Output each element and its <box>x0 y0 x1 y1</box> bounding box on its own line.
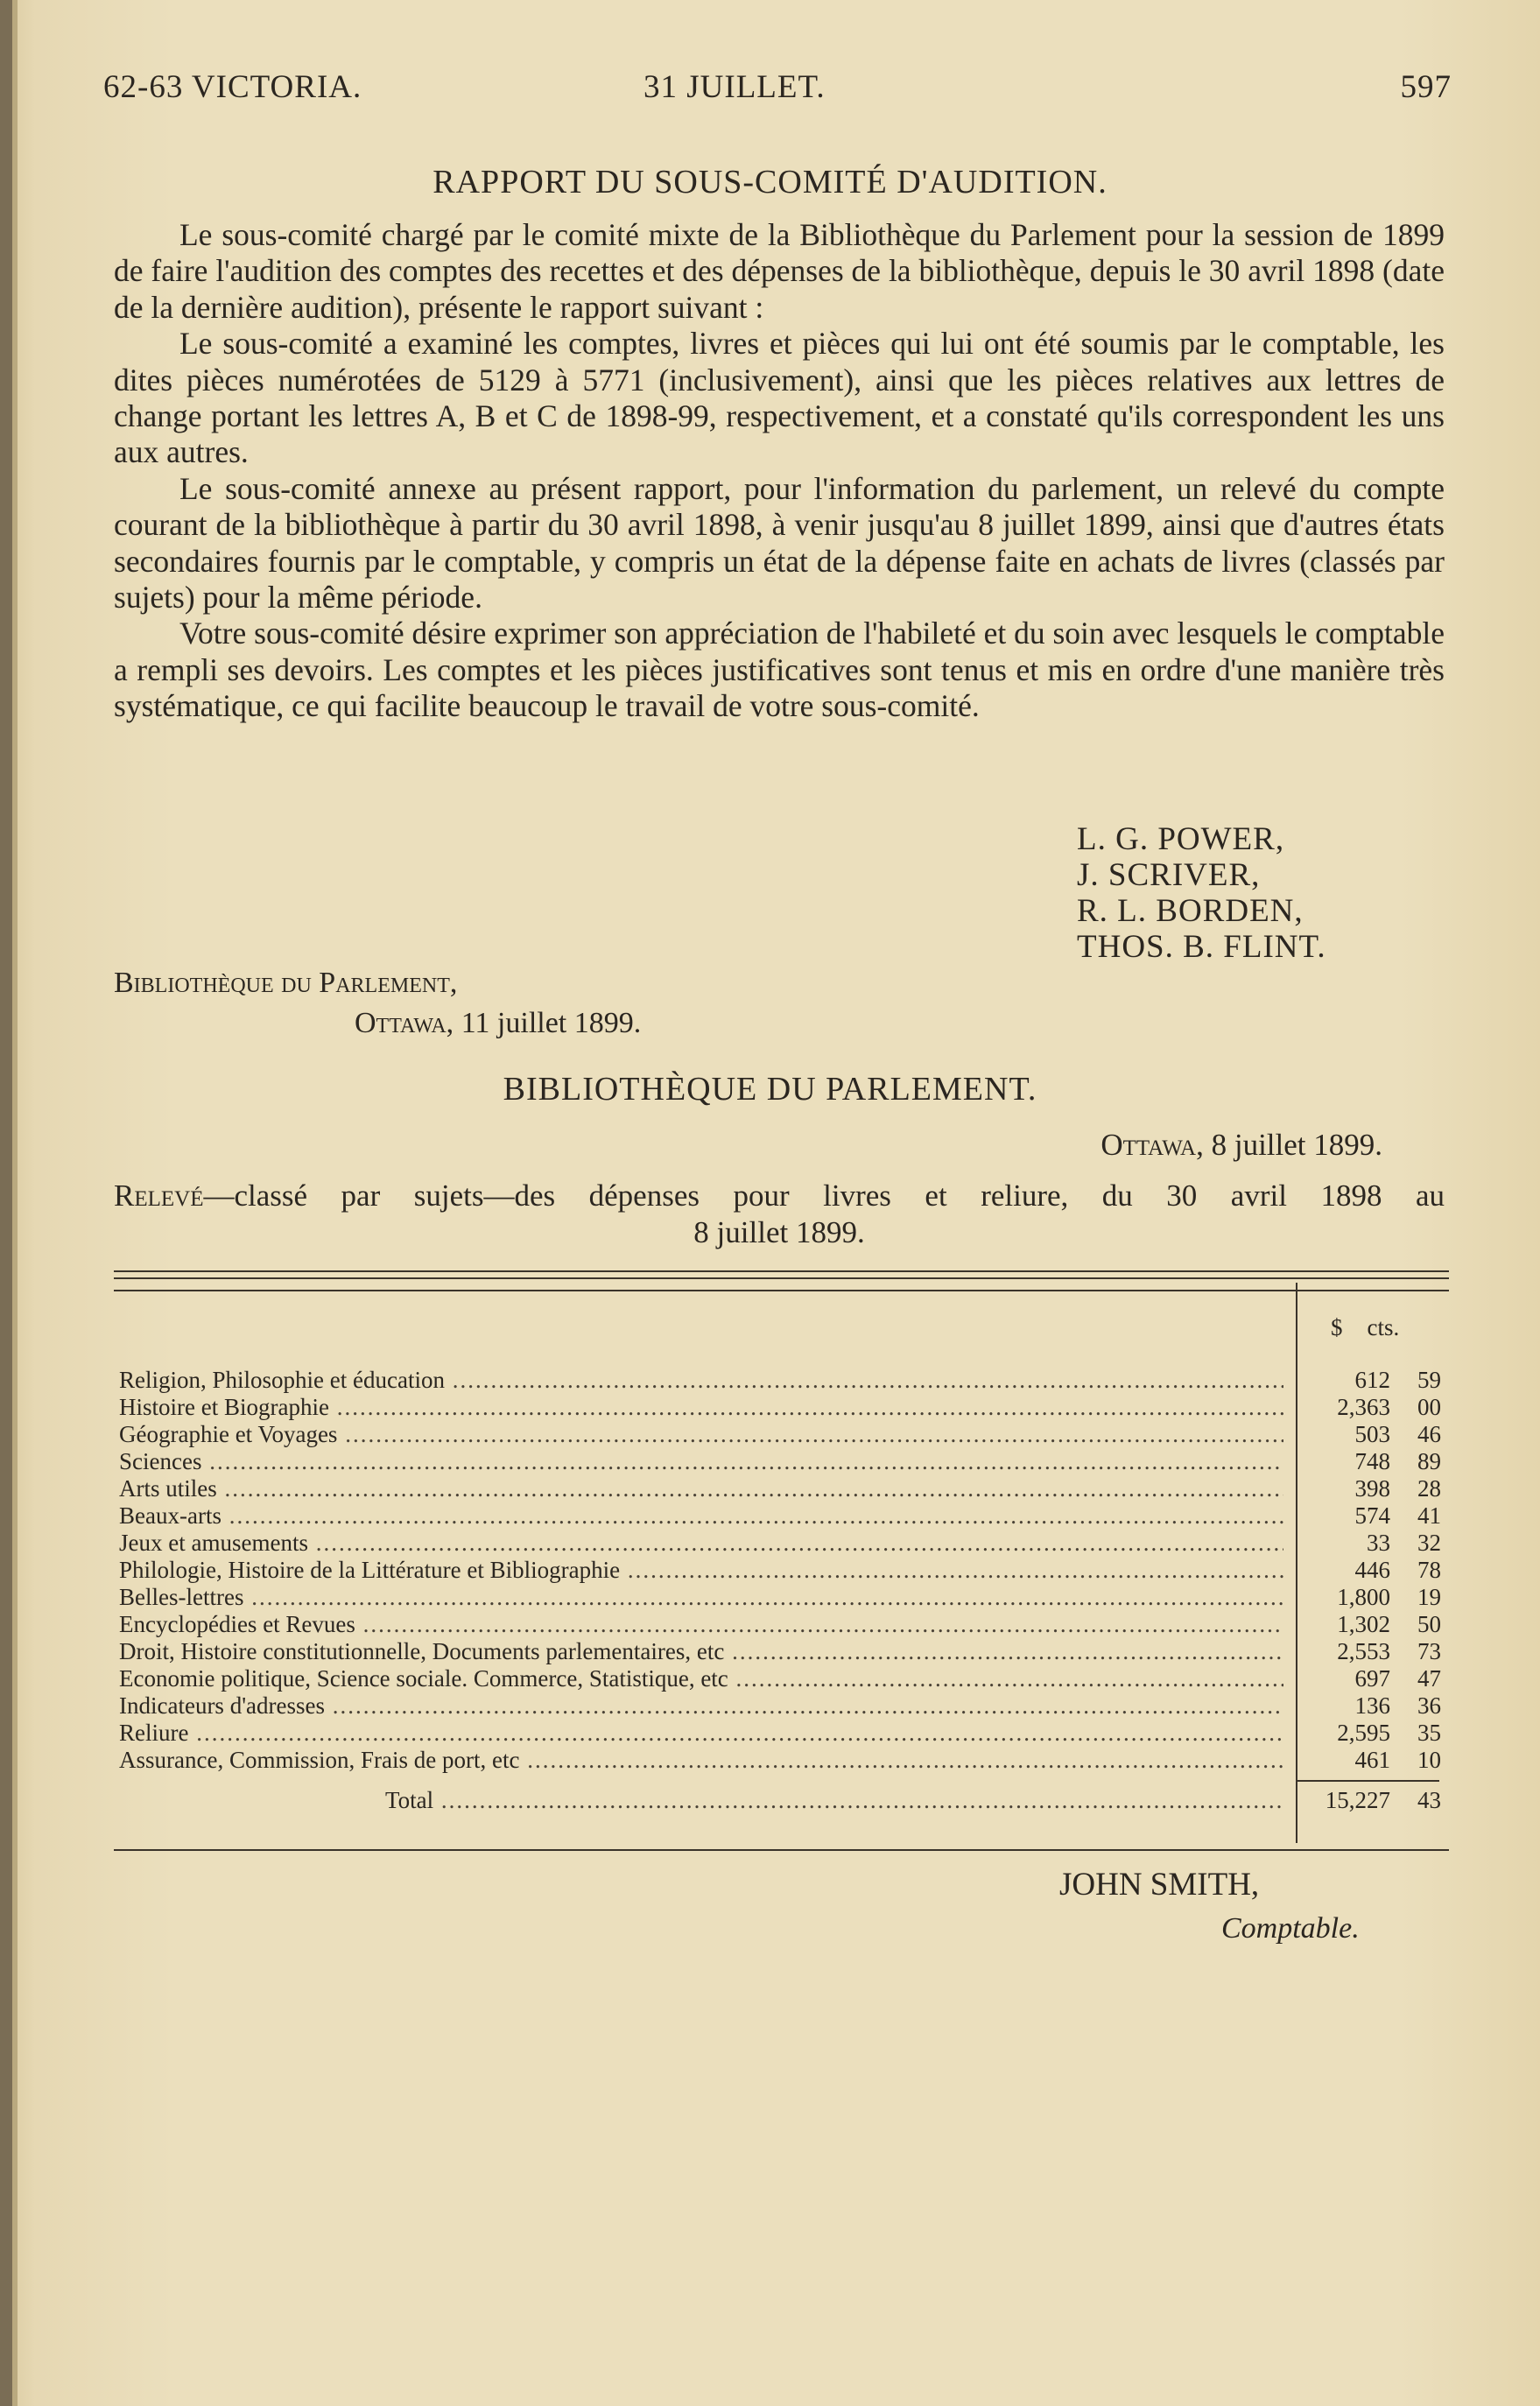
row-cents: 46 <box>1417 1421 1441 1447</box>
row-dollars: 748 <box>1354 1448 1390 1474</box>
row-cents: 00 <box>1417 1394 1441 1420</box>
section-title: BIBLIOTHÈQUE DU PARLEMENT. <box>503 1071 1037 1108</box>
accountant-signature <box>1059 1863 1360 1951</box>
place-line: Bibliothèque du Parlement, <box>114 967 458 999</box>
row-dollars: 1,302 <box>1337 1611 1390 1637</box>
table-row <box>119 1502 1450 1530</box>
table-row <box>119 1584 1450 1611</box>
date: 11 juillet 1899. <box>461 1007 642 1039</box>
page-number: 597 <box>1400 69 1452 105</box>
signatory: THOS. B. FLINT. <box>1077 929 1326 965</box>
table-top-rule-2 <box>114 1277 1449 1279</box>
signatory: J. SCRIVER, <box>1077 857 1261 893</box>
page-header <box>103 68 1452 107</box>
row-label: Belles-lettres ..... <box>119 1584 1283 1611</box>
total-dollars: 15,227 <box>1325 1787 1390 1813</box>
table-row <box>119 1638 1450 1665</box>
currency-header <box>1331 1314 1399 1341</box>
table-row <box>119 1367 1450 1394</box>
row-label: Indicateurs d'adresses ..... <box>119 1692 1283 1720</box>
row-cents: 36 <box>1417 1692 1441 1719</box>
row-label: Religion, Philosophie et éducation ..... <box>119 1367 1283 1394</box>
row-label: Economie politique, Science sociale. Commerce, Statistique, etc ..... <box>119 1665 1283 1692</box>
expense-table <box>114 1283 1449 1852</box>
row-dollars: 503 <box>1354 1421 1390 1447</box>
total-label: Total ..... <box>385 1787 1283 1814</box>
row-label: Reliure ..... <box>119 1720 1283 1747</box>
row-cents: 32 <box>1417 1530 1441 1556</box>
row-dollars: 574 <box>1354 1502 1390 1529</box>
row-label: Histoire et Biographie ..... <box>119 1394 1283 1421</box>
row-cents: 35 <box>1417 1720 1441 1746</box>
row-cents: 10 <box>1417 1747 1441 1773</box>
table-row <box>119 1394 1450 1421</box>
table-top-rule <box>114 1270 1449 1272</box>
statement-caption <box>114 1178 1445 1251</box>
statement-text: —classé par sujets—des dépenses pour livres et reliure, du 30 avril 1898 au <box>203 1178 1445 1213</box>
city: Ottawa, <box>1101 1128 1204 1162</box>
row-label: Jeux et amusements ..... <box>119 1530 1283 1557</box>
report-body <box>114 217 1445 725</box>
paragraph: Le sous-comité a examiné les comptes, livres et pièces qui lui ont été soumis par le comptable, les dites pièces numérotées de 5129 à 5771 (inclusivement), ainsi que les pièces relatives aux lettres de change portant les lettres A, B et C de 1898-99, respectivement, et a constaté qu'ils correspondent les uns aux autres. <box>114 326 1445 470</box>
city: Ottawa, <box>355 1007 454 1039</box>
table-row <box>119 1557 1450 1584</box>
table-row <box>119 1665 1450 1692</box>
row-dollars: 2,363 <box>1337 1394 1390 1420</box>
row-dollars: 398 <box>1354 1475 1390 1502</box>
row-cents: 50 <box>1417 1611 1441 1637</box>
statement-line-2: 8 juillet 1899. <box>693 1215 865 1249</box>
report-title: RAPPORT DU SOUS-COMITÉ D'AUDITION. <box>432 164 1108 200</box>
row-label: Sciences ..... <box>119 1448 1283 1475</box>
total-rule <box>1297 1780 1439 1782</box>
row-cents: 19 <box>1417 1584 1441 1610</box>
date: 8 juillet 1899. <box>1211 1128 1382 1162</box>
table-row <box>119 1530 1450 1557</box>
row-dollars: 136 <box>1354 1692 1390 1719</box>
row-dollars: 2,553 <box>1337 1638 1390 1664</box>
table-bottom-rule <box>114 1849 1449 1851</box>
row-cents: 41 <box>1417 1502 1441 1529</box>
row-label: Géographie et Voyages ..... <box>119 1421 1283 1448</box>
row-cents: 47 <box>1417 1665 1441 1692</box>
table-row <box>119 1720 1450 1747</box>
city-date-line <box>114 1003 641 1044</box>
row-cents: 73 <box>1417 1638 1441 1664</box>
book-gutter <box>0 0 12 2406</box>
table-row <box>119 1448 1450 1475</box>
total-cents: 43 <box>1417 1787 1441 1813</box>
cents-header: cts. <box>1367 1314 1400 1340</box>
table-row <box>119 1475 1450 1502</box>
signer-name: JOHN SMITH, <box>1059 1867 1260 1903</box>
total-row <box>385 1787 1450 1814</box>
row-dollars: 33 <box>1367 1530 1390 1556</box>
paragraph: Votre sous-comité désire exprimer son appréciation de l'habileté et du soin avec lesquels le comptable a rempli ses devoirs. Les comptes et les pièces justificatives sont tenus et mis en ordre d'une manière très systématique, ce qui facilite beaucoup le travail de votre sous-comité. <box>114 616 1445 724</box>
row-dollars: 446 <box>1354 1557 1390 1583</box>
row-label: Philologie, Histoire de la Littérature et Bibliographie ..... <box>119 1557 1283 1584</box>
row-cents: 78 <box>1417 1557 1441 1583</box>
row-cents: 89 <box>1417 1448 1441 1474</box>
section-date <box>1101 1128 1382 1163</box>
row-cents: 59 <box>1417 1367 1441 1393</box>
row-label: Droit, Histoire constitutionnelle, Documents parlementaires, etc ..... <box>119 1638 1283 1665</box>
statement-lead: Relevé <box>114 1178 204 1213</box>
row-label: Arts utiles ..... <box>119 1475 1283 1502</box>
statement-line-1 <box>114 1178 1445 1214</box>
row-label: Encyclopédies et Revues ..... <box>119 1611 1283 1638</box>
row-dollars: 461 <box>1354 1747 1390 1773</box>
signatory: R. L. BORDEN, <box>1077 893 1304 929</box>
row-cents: 28 <box>1417 1475 1441 1502</box>
table-row <box>119 1421 1450 1448</box>
book-gutter-edge <box>12 0 18 2406</box>
header-left: 62-63 VICTORIA. <box>103 69 362 105</box>
paragraph: Le sous-comité chargé par le comité mixte de la Bibliothèque du Parlement pour la session de 1899 de faire l'audition des comptes des recettes et des dépenses de la bibliothèque, depuis le 30 avril 1898 (date de la dernière audition), présente le rapport suivant : <box>114 217 1445 325</box>
paragraph: Le sous-comité annexe au présent rapport, pour l'information du parlement, un relevé du compte courant de la bibliothèque à partir du 30 avril 1898, à venir jusqu'au 8 juillet 1899, ainsi que d'autres états secondaires fournis par le comptable, y compris un état de la dépense faite en achats de livres (classés par sujets) pour la même période. <box>114 470 1445 616</box>
table-row <box>119 1611 1450 1638</box>
row-label: Beaux-arts ..... <box>119 1502 1283 1530</box>
signatories <box>1077 821 1326 965</box>
table-row <box>119 1692 1450 1720</box>
row-label: Assurance, Commission, Frais de port, etc ..... <box>119 1747 1283 1774</box>
row-dollars: 697 <box>1354 1665 1390 1692</box>
signer-role: Comptable. <box>1221 1912 1360 1945</box>
row-dollars: 2,595 <box>1337 1720 1390 1746</box>
table-row <box>119 1747 1450 1774</box>
row-dollars: 612 <box>1354 1367 1390 1393</box>
row-dollars: 1,800 <box>1337 1584 1390 1610</box>
signatory: L. G. POWER, <box>1077 821 1285 857</box>
dollars-header: $ <box>1331 1314 1343 1340</box>
header-center: 31 JUILLET. <box>643 69 826 105</box>
report-place-date <box>114 963 641 1044</box>
